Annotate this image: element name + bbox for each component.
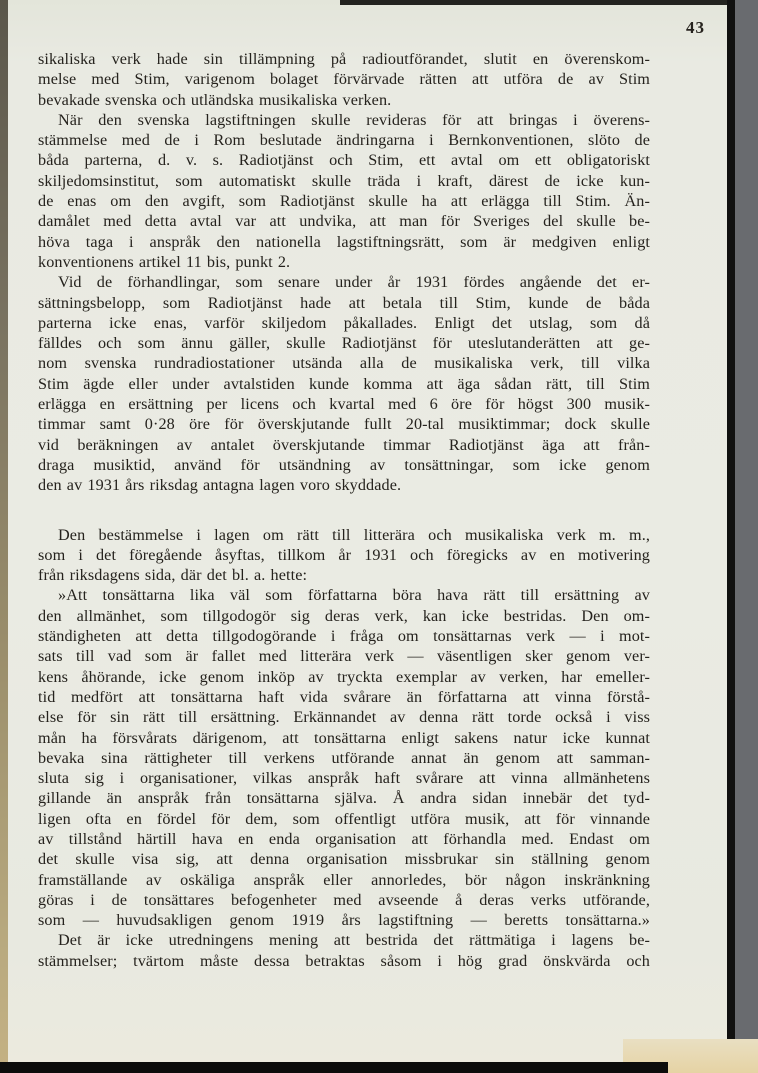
text-line: de enas om den avgift, som Radiotjänst skulle ha att erlägga till Stim. Än- — [38, 192, 650, 211]
scan-background-right — [735, 0, 758, 1043]
text-line: skiljedomsinstitut, som automatiskt skulle träda i kraft, därest de icke kun- — [38, 171, 650, 190]
text-line: ligen ofta en fördel för dem, som offentligt utföra musik, att för vinnande — [38, 809, 650, 828]
text-line: ständigheten att detta tillgodogörande i fråga om tonsättarnas verk — i mot- — [38, 627, 650, 646]
text-line: fälldes och som ännu gäller, skulle Radiotjänst för uteslutanderätten att ge- — [38, 334, 650, 353]
text-line: sluta sig i organisationer, vilkas anspråk haft svårare att vinna allmänhetens — [38, 769, 650, 788]
paragraph — [38, 525, 650, 586]
text-line: tid medfört att tonsättarna haft vida svårare än författarna att vinna förstå- — [38, 687, 650, 706]
text-line: framställande av oskäliga anspråk eller annorledes, bör någon inskränkning — [38, 870, 650, 889]
text-line: göras i de tonsättares befogenheter med avseende å deras verks utförande, — [38, 890, 650, 909]
text-line: nom svenska rundradiostationer utsända alla de musikaliska verk, till vilka — [38, 354, 650, 373]
paragraph — [38, 49, 650, 110]
page-edge-left — [0, 0, 8, 1073]
text-line: av tillstånd härtill hava en enda organisation att förhandla med. Endast om — [38, 829, 650, 848]
body-text — [38, 49, 650, 971]
text-line: draga musiktid, använd för utsändning av tonsättningar, som icke genom — [38, 455, 650, 474]
paragraph — [38, 585, 650, 930]
page-number: 43 — [686, 18, 705, 37]
text-line: damålet med detta avtal var att undvika, att man för Sveriges del skulle be- — [38, 212, 650, 231]
text-line: gillande än anspråk från tonsättarna själva. Å andra sidan innebär det tyd- — [38, 789, 650, 808]
text-line: »Att tonsättarna lika väl som författarna böra hava rätt till ersättning av — [58, 586, 650, 605]
text-line: parterna icke enas, varför skiljedom påkallades. Enligt det utslag, som då — [38, 313, 650, 332]
text-line: bevaka sina rättigheter till verkens utförande annat än genom att samman- — [38, 748, 650, 767]
text-line: stämmelse med de i Rom beslutade ändringarna i Bernkonventionen, slöto de — [38, 131, 650, 150]
text-line: Vid de förhandlingar, som senare under år 1931 fördes angående det er- — [58, 273, 650, 292]
text-line: vid beräkningen av antalet överskjutande timmar Radiotjänst äga att från- — [38, 435, 650, 454]
text-line: När den svenska lagstiftningen skulle revideras för att bringas i överens- — [58, 110, 650, 129]
text-line: melse med Stim, varigenom bolaget förvärvade rätten att utföra de av Stim — [38, 70, 650, 89]
text-line: stämmelser; tvärtom måste dessa betraktas såsom i hög grad önskvärda och — [38, 951, 650, 970]
text-line: sats till vad som är fallet med litterära verk — väsentligen sker genom ver- — [38, 647, 650, 666]
text-line: höva taga i anspråk den nationella lagstiftningsrätt, som är medgiven enligt — [38, 232, 650, 251]
page-edge-bottom — [0, 1062, 668, 1073]
paragraph — [38, 930, 650, 971]
text-line: Den bestämmelse i lagen om rätt till litterära och musikaliska verk m. m., — [58, 525, 650, 544]
paragraph — [38, 110, 650, 272]
paragraph — [38, 272, 650, 495]
text-line: timmar samt 0·28 öre för överskjutande fullt 20-tal musiktimmar; dock skulle — [38, 415, 650, 434]
text-line: som — huvudsakligen genom 1919 års lagstiftning — beretts tonsättarna.» — [38, 911, 650, 930]
text-line: sättningsbelopp, som Radiotjänst hade att betala till Stim, kunde de båda — [38, 293, 650, 312]
text-line: den av 1931 års riksdag antagna lagen voro skyddade. — [38, 476, 402, 495]
page-edge-right-shadow — [727, 0, 735, 1048]
text-line: den allmänhet, som tillgodogör sig deras verk, kan icke bestridas. Den om- — [38, 606, 650, 625]
text-line: från riksdagens sida, där det bl. a. hette: — [38, 566, 308, 585]
text-line: Det är icke utredningens mening att bestrida det rättmätiga i lagens be- — [58, 931, 650, 950]
text-line: kens åhörande, icke genom inköp av tryckta exemplar av verken, har emeller- — [38, 667, 650, 686]
text-line: erlägga en ersättning per licens och kvartal med 6 öre för högst 300 musik- — [38, 395, 650, 414]
text-line: else för sin rätt till ersättning. Erkännandet av denna rätt torde också i viss — [38, 708, 650, 727]
text-line: båda parterna, d. v. s. Radiotjänst och Stim, ett avtal om ett obligatoriskt — [38, 151, 650, 170]
text-line: sikaliska verk hade sin tillämpning på radioutförandet, slutit en överenskom- — [38, 50, 650, 68]
text-line: bevakade svenska och utländska musikaliska verken. — [38, 90, 392, 109]
text-line: konventionens artikel 11 bis, punkt 2. — [38, 252, 291, 271]
text-line: mån ha försvårats därigenom, att tonsättarna enligt sakens natur icke kunnat — [38, 728, 650, 747]
text-line: Stim ägde eller under avtalstiden kunde komma att äga sådan rätt, till Stim — [38, 374, 650, 393]
page-edge-top — [340, 0, 735, 5]
text-line: det skulle visa sig, att denna organisation missbrukar sin ställning genom — [38, 850, 650, 869]
text-line: som i det föregående åsyftas, tillkom år 1931 och föregicks av en motivering — [38, 545, 650, 564]
